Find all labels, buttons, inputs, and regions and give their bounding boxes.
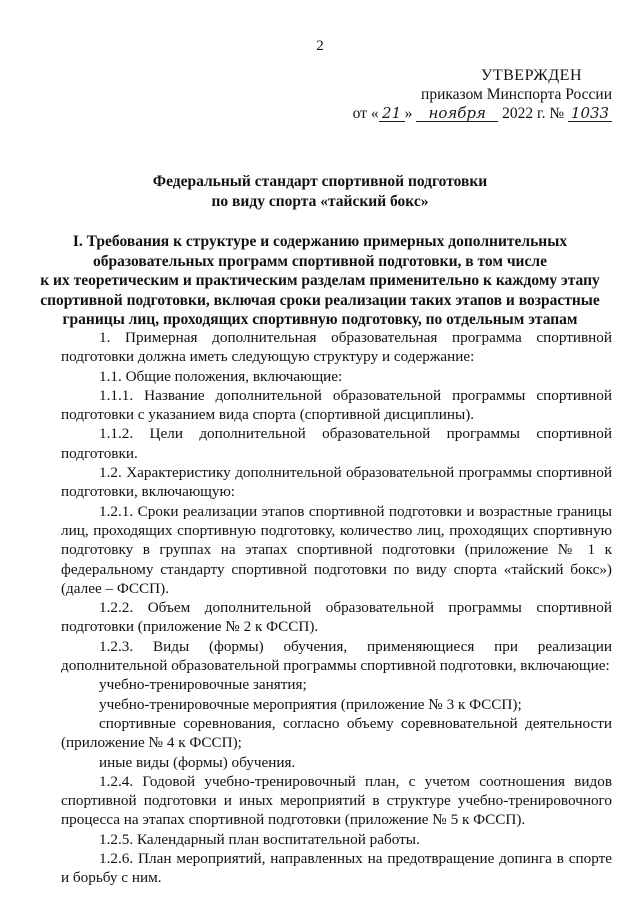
- paragraph: 1.2.2. Объем дополнительной образовательной программы спортивной подготовки (приложение № 2 к ФССП).: [61, 599, 612, 636]
- approved-label: УТВЕРЖДЕН: [481, 67, 582, 84]
- title-line: по виду спорта «тайский бокс»: [211, 193, 429, 210]
- section-heading: [40, 232, 600, 330]
- paragraph: 1. Примерная дополнительная образовательная программа спортивной подготовки должна иметь следующую структуру и содержание:: [61, 329, 612, 366]
- section-heading-line: к их теоретическим и практическим разделам применительно к каждому этапу: [40, 272, 600, 290]
- approval-order-by: приказом Минспорта России: [421, 86, 612, 103]
- paragraph: 1.2. Характеристику дополнительной образовательной программы спортивной подготовки, включающую:: [61, 464, 612, 501]
- paragraph: 1.2.4. Годовой учебно-тренировочный план, с учетом соотношения видов спортивной подготовки и иных мероприятий в структуре учебно-тренировочного процесса на этапах спортивной подготовки (приложение № 5 к ФССП).: [61, 772, 612, 829]
- list-item: спортивные соревнования, согласно объему соревновательной деятельности (приложение № 4 к ФССП);: [61, 714, 612, 752]
- handwritten-day: 21: [379, 106, 405, 122]
- section-heading-line: I. Требования к структуре и содержанию примерных дополнительных: [72, 233, 568, 250]
- title-line: Федеральный стандарт спортивной подготовки: [152, 173, 488, 190]
- section-heading-line: границы лиц, проходящих спортивную подготовку, по отдельным этапам: [62, 311, 578, 329]
- approval-block: [332, 66, 612, 123]
- list-item: иные виды (формы) обучения.: [99, 753, 296, 771]
- section-heading-line: образовательных программ спортивной подготовки, в том числе: [93, 252, 547, 270]
- paragraph: 1.2.3. Виды (формы) обучения, применяющиеся при реализации дополнительной образовательной программы спортивной подготовки, включающие:: [61, 637, 612, 675]
- paragraph: 1.2.5. Календарный план воспитательной работы.: [99, 830, 420, 848]
- handwritten-month: ноября: [416, 106, 498, 122]
- list-item: учебно-тренировочные занятия;: [99, 676, 307, 694]
- section-heading-line: спортивной подготовки, включая сроки реализации таких этапов и возрастные: [40, 291, 600, 309]
- paragraph: 1.1. Общие положения, включающие:: [99, 367, 343, 385]
- paragraph: 1.2.1. Сроки реализации этапов спортивной подготовки и возрастные границы лиц, проходящих спортивную подготовку, количество лиц, проходящих спортивную подготовку в группах на этапах спортивной подготовки (приложение № 1 к федеральному стандарту спортивной подготовки по виду спорта «тайский бокс») (далее – ФССП).: [61, 502, 612, 597]
- handwritten-order-number: 1033: [568, 106, 612, 122]
- paragraph: 1.1.1. Название дополнительной образовательной программы спортивной подготовки с указанием вида спорта (спортивной дисциплины).: [61, 386, 612, 424]
- approval-order-line: [332, 104, 612, 123]
- paragraph: 1.1.2. Цели дополнительной образовательной программы спортивной подготовки.: [61, 425, 612, 462]
- date-prefix: от «: [352, 105, 379, 122]
- date-mid: »: [404, 105, 413, 122]
- paragraph: 1.2.6. План мероприятий, направленных на предотвращение допинга в спорте и борьбу с ним.: [61, 850, 612, 887]
- body-text: [61, 328, 612, 888]
- year-text: 2022 г. №: [502, 105, 565, 122]
- list-item: учебно-тренировочные мероприятия (приложение № 3 к ФССП);: [99, 695, 522, 713]
- document-title: [40, 172, 600, 212]
- page-number: 2: [316, 38, 324, 54]
